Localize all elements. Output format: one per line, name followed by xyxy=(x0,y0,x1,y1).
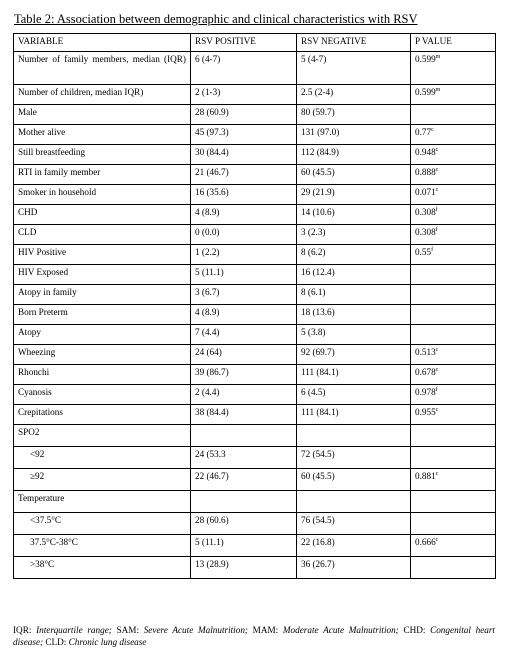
cell-rsv-positive: 45 (97.3) xyxy=(191,125,297,145)
cell-rsv-positive: 22 (46.7) xyxy=(191,469,297,491)
cell-rsv-negative: 29 (21.9) xyxy=(297,185,411,205)
p-value-test-marker: c xyxy=(435,186,439,193)
cell-variable: 37.5°C-38°C xyxy=(14,535,191,557)
cell-rsv-positive: 28 (60.6) xyxy=(191,513,297,535)
cell-variable: ≥92 xyxy=(14,469,191,491)
p-value-text: 0.955 xyxy=(415,407,436,417)
cell-p-value xyxy=(411,185,496,205)
cell-rsv-negative: 5 (3.8) xyxy=(297,325,411,345)
p-value-text: 0.666 xyxy=(415,537,436,547)
cell-rsv-positive: 30 (84.4) xyxy=(191,145,297,165)
cell-p-value xyxy=(411,245,496,265)
footnote-abbreviation: IQR: xyxy=(13,625,37,635)
p-value-text: 0.599 xyxy=(415,54,436,64)
cell-p-value xyxy=(411,325,496,345)
header-rsv-positive: RSV POSITIVE xyxy=(191,34,297,52)
cell-variable: Atopy xyxy=(14,325,191,345)
cell-rsv-positive: 7 (4.4) xyxy=(191,325,297,345)
cell-variable: Wheezing xyxy=(14,345,191,365)
table-header-row xyxy=(14,34,496,52)
p-value-text: 0.308 xyxy=(415,227,436,237)
table-row xyxy=(14,325,496,345)
cell-rsv-positive: 2 (4.4) xyxy=(191,385,297,405)
cell-rsv-positive: 24 (53.3 xyxy=(191,447,297,469)
cell-rsv-positive xyxy=(191,491,297,513)
cell-p-value xyxy=(411,145,496,165)
cell-rsv-negative: 3 (2.3) xyxy=(297,225,411,245)
cell-variable: Mother alive xyxy=(14,125,191,145)
p-value-text: 0.308 xyxy=(415,207,436,217)
footnote-abbreviation: MAM: xyxy=(252,625,283,635)
cell-p-value xyxy=(411,365,496,385)
cell-rsv-positive: 13 (28.9) xyxy=(191,557,297,579)
cell-variable: Temperature xyxy=(14,491,191,513)
p-value-text: 0.978 xyxy=(415,387,436,397)
p-value-test-marker: f xyxy=(435,386,438,393)
p-value-test-marker: m xyxy=(435,86,441,93)
table-row xyxy=(14,285,496,305)
cell-rsv-positive: 0 (0.0) xyxy=(191,225,297,245)
footnote-definition: Severe Acute Malnutrition; xyxy=(143,625,253,635)
p-value-test-marker: f xyxy=(435,206,438,213)
cell-rsv-negative: 76 (54.5) xyxy=(297,513,411,535)
cell-rsv-negative xyxy=(297,425,411,447)
table-row xyxy=(14,85,496,105)
cell-rsv-positive: 6 (4-7) xyxy=(191,52,297,85)
p-value-text: 0.071 xyxy=(415,187,436,197)
table-row xyxy=(14,385,496,405)
cell-rsv-negative: 131 (97.0) xyxy=(297,125,411,145)
cell-p-value xyxy=(411,125,496,145)
cell-variable: Number of children, median IQR) xyxy=(14,85,191,105)
p-value-test-marker: c xyxy=(431,126,434,133)
p-value-test-marker: c xyxy=(435,366,439,373)
footnote-abbreviation: CLD: xyxy=(45,636,69,647)
table-row xyxy=(14,245,496,265)
footnote-definition: Interquartile range; xyxy=(36,625,117,635)
cell-p-value xyxy=(411,85,496,105)
cell-rsv-positive: 4 (8.9) xyxy=(191,205,297,225)
table-row xyxy=(14,491,496,513)
cell-variable: CLD xyxy=(14,225,191,245)
cell-p-value xyxy=(411,285,496,305)
cell-rsv-negative: 112 (84.9) xyxy=(297,145,411,165)
cell-rsv-negative: 111 (84.1) xyxy=(297,405,411,425)
cell-rsv-negative: 2.5 (2-4) xyxy=(297,85,411,105)
cell-rsv-negative xyxy=(297,491,411,513)
cell-rsv-negative: 60 (45.5) xyxy=(297,469,411,491)
cell-p-value xyxy=(411,513,496,535)
cell-p-value xyxy=(411,105,496,125)
cell-rsv-positive: 5 (11.1) xyxy=(191,265,297,285)
table-row xyxy=(14,265,496,285)
cell-rsv-negative: 72 (54.5) xyxy=(297,447,411,469)
rsv-association-table xyxy=(13,33,496,579)
cell-rsv-positive: 24 (64) xyxy=(191,345,297,365)
cell-variable: Number of family members, median (IQR) xyxy=(14,52,191,85)
p-value-test-marker: c xyxy=(435,406,439,413)
table-caption: Table 2: Association between demographic and clinical characteristics with RSV xyxy=(14,12,418,26)
cell-variable: Still breastfeeding xyxy=(14,145,191,165)
cell-p-value xyxy=(411,557,496,579)
cell-rsv-negative: 22 (16.8) xyxy=(297,535,411,557)
cell-p-value xyxy=(411,469,496,491)
p-value-test-marker: c xyxy=(435,470,439,477)
cell-rsv-positive: 16 (35.6) xyxy=(191,185,297,205)
p-value-text: 0.513 xyxy=(415,347,436,357)
cell-variable: Atopy in family xyxy=(14,285,191,305)
cell-variable: HIV Exposed xyxy=(14,265,191,285)
p-value-text: 0.888 xyxy=(415,167,436,177)
cell-variable: SPO2 xyxy=(14,425,191,447)
cell-p-value xyxy=(411,345,496,365)
table-row xyxy=(14,205,496,225)
cell-rsv-negative: 14 (10.6) xyxy=(297,205,411,225)
p-value-test-marker: m xyxy=(435,53,441,60)
cell-rsv-negative: 111 (84.1) xyxy=(297,365,411,385)
footnote-abbreviation: SAM: xyxy=(116,625,144,635)
cell-p-value xyxy=(411,225,496,245)
cell-rsv-positive xyxy=(191,425,297,447)
header-p-value: P VALUE xyxy=(411,34,496,52)
p-value-text: 0.55 xyxy=(415,247,432,257)
cell-p-value xyxy=(411,265,496,285)
footnote-definition: Congenital heart disease; xyxy=(13,625,495,647)
footnote-definition: Moderate Acute Malnutrition; xyxy=(282,625,404,635)
cell-rsv-positive: 39 (86.7) xyxy=(191,365,297,385)
cell-p-value xyxy=(411,535,496,557)
p-value-test-marker: c xyxy=(435,536,439,543)
cell-variable: HIV Positive xyxy=(14,245,191,265)
cell-rsv-positive: 2 (1-3) xyxy=(191,85,297,105)
p-value-text: 0.948 xyxy=(415,147,436,157)
cell-variable: RTI in family member xyxy=(14,165,191,185)
cell-rsv-positive: 21 (46.7) xyxy=(191,165,297,185)
table-row xyxy=(14,165,496,185)
p-value-test-marker: c xyxy=(435,166,439,173)
table-row xyxy=(14,513,496,535)
table-row xyxy=(14,345,496,365)
cell-variable: Rhonchi xyxy=(14,365,191,385)
table-row xyxy=(14,305,496,325)
table-row xyxy=(14,225,496,245)
cell-variable: CHD xyxy=(14,205,191,225)
cell-variable: Cyanosis xyxy=(14,385,191,405)
p-value-text: 0.599 xyxy=(415,87,436,97)
cell-variable: <92 xyxy=(14,447,191,469)
footnote-abbreviation: CHD: xyxy=(403,625,431,635)
cell-rsv-positive: 5 (11.1) xyxy=(191,535,297,557)
table-row xyxy=(14,405,496,425)
cell-rsv-positive: 3 (6.7) xyxy=(191,285,297,305)
cell-p-value xyxy=(411,447,496,469)
p-value-test-marker: c xyxy=(435,346,439,353)
cell-p-value xyxy=(411,205,496,225)
cell-p-value xyxy=(411,165,496,185)
cell-rsv-negative: 92 (69.7) xyxy=(297,345,411,365)
cell-rsv-negative: 8 (6.1) xyxy=(297,285,411,305)
table-row xyxy=(14,125,496,145)
cell-rsv-negative: 8 (6.2) xyxy=(297,245,411,265)
table-row xyxy=(14,145,496,165)
cell-variable: <37.5°C xyxy=(14,513,191,535)
footnote-definition: Chronic lung disease xyxy=(68,636,147,647)
table-row xyxy=(14,52,496,85)
cell-rsv-positive: 4 (8.9) xyxy=(191,305,297,325)
cell-rsv-negative: 80 (59.7) xyxy=(297,105,411,125)
table-row xyxy=(14,365,496,385)
table-row xyxy=(14,105,496,125)
table-footnote xyxy=(13,625,495,649)
header-rsv-negative: RSV NEGATIVE xyxy=(297,34,411,52)
cell-p-value xyxy=(411,305,496,325)
cell-rsv-negative: 36 (26.7) xyxy=(297,557,411,579)
cell-variable: Smoker in household xyxy=(14,185,191,205)
cell-variable: Born Preterm xyxy=(14,305,191,325)
header-variable: VARIABLE xyxy=(14,34,191,52)
cell-rsv-negative: 60 (45.5) xyxy=(297,165,411,185)
cell-p-value xyxy=(411,491,496,513)
p-value-text: 0.678 xyxy=(415,367,436,377)
p-value-test-marker: f xyxy=(435,226,438,233)
table-row xyxy=(14,425,496,447)
p-value-test-marker: f xyxy=(431,246,434,253)
cell-p-value xyxy=(411,52,496,85)
cell-variable: Male xyxy=(14,105,191,125)
cell-rsv-negative: 18 (13.6) xyxy=(297,305,411,325)
table-row xyxy=(14,185,496,205)
cell-p-value xyxy=(411,385,496,405)
cell-rsv-positive: 28 (60.9) xyxy=(191,105,297,125)
table-row xyxy=(14,557,496,579)
table-row xyxy=(14,447,496,469)
cell-rsv-positive: 1 (2.2) xyxy=(191,245,297,265)
cell-rsv-positive: 38 (84.4) xyxy=(191,405,297,425)
cell-variable: >38°C xyxy=(14,557,191,579)
cell-rsv-negative: 6 (4.5) xyxy=(297,385,411,405)
p-value-text: 0.77 xyxy=(415,127,432,137)
cell-rsv-negative: 16 (12.4) xyxy=(297,265,411,285)
cell-variable: Crepitations xyxy=(14,405,191,425)
table-row xyxy=(14,469,496,491)
cell-p-value xyxy=(411,405,496,425)
p-value-test-marker: c xyxy=(435,146,439,153)
p-value-text: 0.881 xyxy=(415,471,436,481)
cell-p-value xyxy=(411,425,496,447)
table-row xyxy=(14,535,496,557)
cell-rsv-negative: 5 (4-7) xyxy=(297,52,411,85)
